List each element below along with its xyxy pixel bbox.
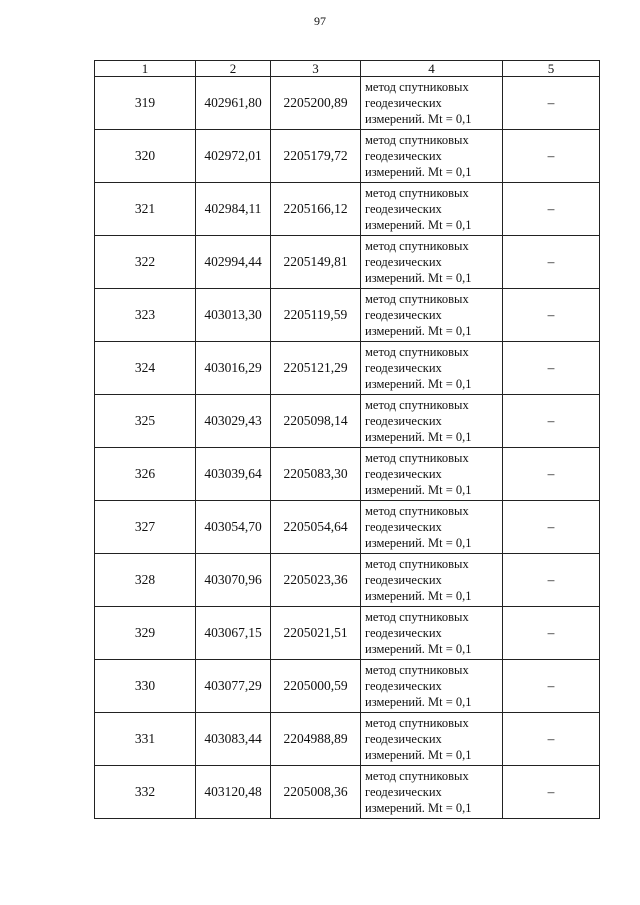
header-col-1: 1 (95, 61, 196, 77)
table-row (95, 289, 600, 342)
point-number-cell: 321 (95, 183, 196, 236)
note-cell: – (503, 448, 600, 501)
table-row (95, 607, 600, 660)
y-coordinate-cell: 2205021,51 (271, 607, 361, 660)
header-col-2: 2 (196, 61, 271, 77)
x-coordinate-cell: 402961,80 (196, 77, 271, 130)
x-coordinate-cell: 403120,48 (196, 766, 271, 819)
table-row (95, 713, 600, 766)
method-description-cell: метод спутниковых геодезических измерений. Mt = 0,1 (361, 607, 503, 660)
point-number-cell: 331 (95, 713, 196, 766)
note-cell: – (503, 713, 600, 766)
note-cell: – (503, 607, 600, 660)
point-number-cell: 327 (95, 501, 196, 554)
point-number-cell: 332 (95, 766, 196, 819)
point-number-cell: 320 (95, 130, 196, 183)
y-coordinate-cell: 2205054,64 (271, 501, 361, 554)
x-coordinate-cell: 403077,29 (196, 660, 271, 713)
y-coordinate-cell: 2205098,14 (271, 395, 361, 448)
x-coordinate-cell: 402984,11 (196, 183, 271, 236)
method-description-cell: метод спутниковых геодезических измерений. Mt = 0,1 (361, 501, 503, 554)
method-description-cell: метод спутниковых геодезических измерений. Mt = 0,1 (361, 660, 503, 713)
table-row (95, 660, 600, 713)
method-description-cell: метод спутниковых геодезических измерений. Mt = 0,1 (361, 713, 503, 766)
coordinates-table (94, 60, 600, 819)
note-cell: – (503, 289, 600, 342)
x-coordinate-cell: 403039,64 (196, 448, 271, 501)
page-number: 97 (314, 14, 326, 28)
method-description-cell: метод спутниковых геодезических измерений. Mt = 0,1 (361, 130, 503, 183)
y-coordinate-cell: 2205023,36 (271, 554, 361, 607)
table-row (95, 183, 600, 236)
point-number-cell: 325 (95, 395, 196, 448)
point-number-cell: 330 (95, 660, 196, 713)
note-cell: – (503, 501, 600, 554)
table-row (95, 501, 600, 554)
y-coordinate-cell: 2205121,29 (271, 342, 361, 395)
header-col-3: 3 (271, 61, 361, 77)
table-row (95, 448, 600, 501)
y-coordinate-cell: 2205008,36 (271, 766, 361, 819)
x-coordinate-cell: 402994,44 (196, 236, 271, 289)
x-coordinate-cell: 403029,43 (196, 395, 271, 448)
table-row (95, 766, 600, 819)
x-coordinate-cell: 403083,44 (196, 713, 271, 766)
note-cell: – (503, 130, 600, 183)
note-cell: – (503, 554, 600, 607)
x-coordinate-cell: 403067,15 (196, 607, 271, 660)
x-coordinate-cell: 403016,29 (196, 342, 271, 395)
note-cell: – (503, 660, 600, 713)
y-coordinate-cell: 2205200,89 (271, 77, 361, 130)
method-description-cell: метод спутниковых геодезических измерений. Mt = 0,1 (361, 395, 503, 448)
note-cell: – (503, 183, 600, 236)
point-number-cell: 326 (95, 448, 196, 501)
header-row (95, 61, 600, 77)
point-number-cell: 324 (95, 342, 196, 395)
table-row (95, 395, 600, 448)
table-header (95, 61, 600, 77)
x-coordinate-cell: 403070,96 (196, 554, 271, 607)
note-cell: – (503, 342, 600, 395)
point-number-cell: 322 (95, 236, 196, 289)
method-description-cell: метод спутниковых геодезических измерений. Mt = 0,1 (361, 289, 503, 342)
table-row (95, 342, 600, 395)
method-description-cell: метод спутниковых геодезических измерений. Mt = 0,1 (361, 766, 503, 819)
y-coordinate-cell: 2205119,59 (271, 289, 361, 342)
table-body (95, 77, 600, 819)
point-number-cell: 329 (95, 607, 196, 660)
method-description-cell: метод спутниковых геодезических измерений. Mt = 0,1 (361, 183, 503, 236)
y-coordinate-cell: 2205000,59 (271, 660, 361, 713)
table-row (95, 236, 600, 289)
x-coordinate-cell: 403013,30 (196, 289, 271, 342)
method-description-cell: метод спутниковых геодезических измерений. Mt = 0,1 (361, 342, 503, 395)
method-description-cell: метод спутниковых геодезических измерений. Mt = 0,1 (361, 77, 503, 130)
note-cell: – (503, 395, 600, 448)
y-coordinate-cell: 2205083,30 (271, 448, 361, 501)
note-cell: – (503, 236, 600, 289)
table-row (95, 130, 600, 183)
header-col-5: 5 (503, 61, 600, 77)
note-cell: – (503, 766, 600, 819)
note-cell: – (503, 77, 600, 130)
y-coordinate-cell: 2204988,89 (271, 713, 361, 766)
x-coordinate-cell: 403054,70 (196, 501, 271, 554)
y-coordinate-cell: 2205179,72 (271, 130, 361, 183)
method-description-cell: метод спутниковых геодезических измерений. Mt = 0,1 (361, 554, 503, 607)
table-row (95, 554, 600, 607)
point-number-cell: 319 (95, 77, 196, 130)
table-row (95, 77, 600, 130)
point-number-cell: 323 (95, 289, 196, 342)
method-description-cell: метод спутниковых геодезических измерений. Mt = 0,1 (361, 236, 503, 289)
method-description-cell: метод спутниковых геодезических измерений. Mt = 0,1 (361, 448, 503, 501)
x-coordinate-cell: 402972,01 (196, 130, 271, 183)
point-number-cell: 328 (95, 554, 196, 607)
y-coordinate-cell: 2205166,12 (271, 183, 361, 236)
y-coordinate-cell: 2205149,81 (271, 236, 361, 289)
header-col-4: 4 (361, 61, 503, 77)
